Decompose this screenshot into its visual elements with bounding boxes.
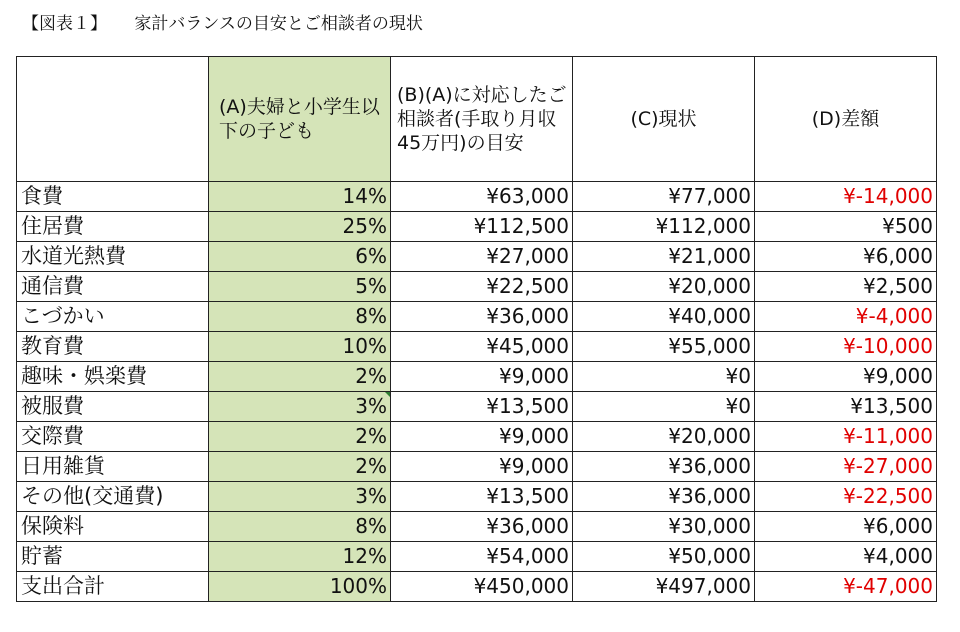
current-amount-cell: ¥50,000 [573,542,755,572]
current-amount-cell: ¥0 [573,392,755,422]
difference-cell: ¥-14,000 [755,182,937,212]
target-amount-cell: ¥9,000 [391,452,573,482]
figure-caption [22,10,423,38]
row-label: 日用雑貨 [17,452,209,482]
ratio-cell: 2% [209,422,391,452]
header-col-c: (C)現状 [573,57,755,182]
row-label: その他(交通費) [17,482,209,512]
current-amount-cell: ¥77,000 [573,182,755,212]
table-row [17,512,937,542]
difference-cell: ¥6,000 [755,512,937,542]
target-amount-cell: ¥36,000 [391,302,573,332]
table-row [17,332,937,362]
table-row [17,452,937,482]
target-amount-cell: ¥36,000 [391,512,573,542]
target-amount-cell: ¥13,500 [391,392,573,422]
target-amount-cell: ¥27,000 [391,242,573,272]
table-row [17,242,937,272]
row-label: 住居費 [17,212,209,242]
difference-cell: ¥-27,000 [755,452,937,482]
table-row [17,572,937,602]
target-amount-cell: ¥45,000 [391,332,573,362]
row-label: 貯蓄 [17,542,209,572]
row-label: 支出合計 [17,572,209,602]
difference-cell: ¥-47,000 [755,572,937,602]
difference-cell: ¥6,000 [755,242,937,272]
header-item [17,57,209,182]
current-amount-cell: ¥20,000 [573,422,755,452]
ratio-cell: 12% [209,542,391,572]
target-amount-cell: ¥54,000 [391,542,573,572]
row-label: 交際費 [17,422,209,452]
current-amount-cell: ¥497,000 [573,572,755,602]
ratio-cell: 14% [209,182,391,212]
difference-cell: ¥2,500 [755,272,937,302]
difference-cell: ¥500 [755,212,937,242]
target-amount-cell: ¥450,000 [391,572,573,602]
ratio-cell: 10% [209,332,391,362]
current-amount-cell: ¥40,000 [573,302,755,332]
difference-cell: ¥9,000 [755,362,937,392]
difference-cell: ¥-10,000 [755,332,937,362]
current-amount-cell: ¥21,000 [573,242,755,272]
row-label: 食費 [17,182,209,212]
target-amount-cell: ¥22,500 [391,272,573,302]
row-label: 被服費 [17,392,209,422]
row-label: 通信費 [17,272,209,302]
ratio-cell: 8% [209,302,391,332]
current-amount-cell: ¥36,000 [573,452,755,482]
figure-number: 【図表１】 [22,14,107,34]
table-row [17,482,937,512]
ratio-cell: 3% [209,392,391,422]
row-label: 教育費 [17,332,209,362]
difference-cell: ¥4,000 [755,542,937,572]
table-row [17,542,937,572]
table-row [17,182,937,212]
current-amount-cell: ¥20,000 [573,272,755,302]
current-amount-cell: ¥55,000 [573,332,755,362]
ratio-cell: 6% [209,242,391,272]
target-amount-cell: ¥112,500 [391,212,573,242]
difference-cell: ¥13,500 [755,392,937,422]
table-row [17,392,937,422]
ratio-cell: 100% [209,572,391,602]
row-label: こづかい [17,302,209,332]
figure-title: 家計バランスの目安とご相談者の現状 [134,14,423,34]
current-amount-cell: ¥30,000 [573,512,755,542]
current-amount-cell: ¥36,000 [573,482,755,512]
ratio-cell: 25% [209,212,391,242]
header-col-b: (B)(A)に対応したご相談者(手取り月収45万円)の目安 [391,57,573,182]
header-row [17,57,937,182]
ratio-cell: 2% [209,362,391,392]
table-row [17,302,937,332]
table-row [17,272,937,302]
row-label: 趣味・娯楽費 [17,362,209,392]
ratio-cell: 2% [209,452,391,482]
ratio-cell: 3% [209,482,391,512]
target-amount-cell: ¥13,500 [391,482,573,512]
difference-cell: ¥-11,000 [755,422,937,452]
row-label: 保険料 [17,512,209,542]
row-label: 水道光熱費 [17,242,209,272]
table-row [17,362,937,392]
target-amount-cell: ¥9,000 [391,422,573,452]
ratio-cell: 8% [209,512,391,542]
budget-table [16,56,937,602]
difference-cell: ¥-22,500 [755,482,937,512]
current-amount-cell: ¥0 [573,362,755,392]
header-col-d: (D)差額 [755,57,937,182]
table-row [17,212,937,242]
header-col-a: (A)夫婦と小学生以下の子ども [209,57,391,182]
difference-cell: ¥-4,000 [755,302,937,332]
ratio-cell: 5% [209,272,391,302]
table-row [17,422,937,452]
target-amount-cell: ¥63,000 [391,182,573,212]
target-amount-cell: ¥9,000 [391,362,573,392]
current-amount-cell: ¥112,000 [573,212,755,242]
